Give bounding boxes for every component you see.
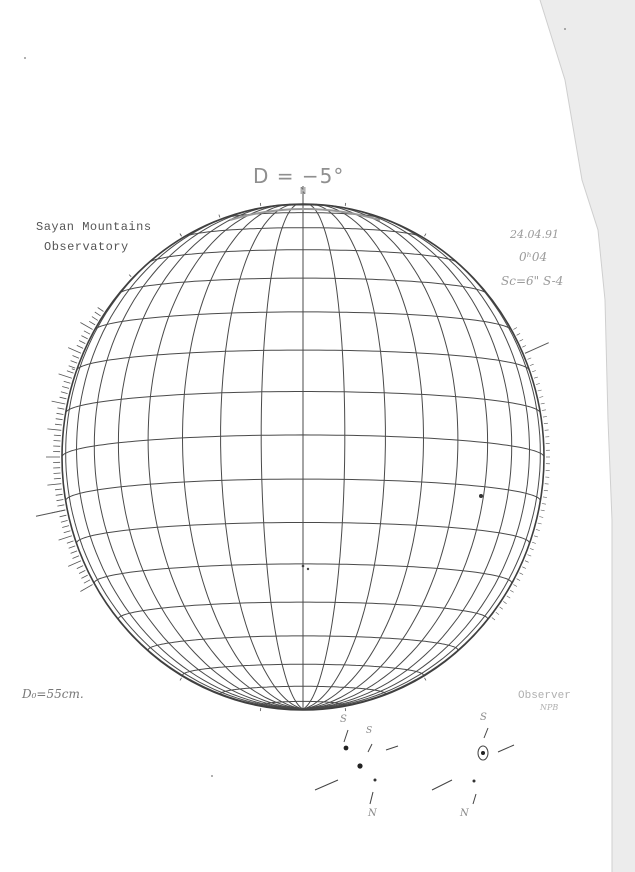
position-pointer — [525, 343, 549, 354]
scale-tick — [55, 489, 62, 490]
meridian-line — [183, 204, 304, 709]
scale-tick — [532, 371, 536, 372]
scale-tick — [80, 323, 92, 330]
scale-tick — [513, 328, 517, 330]
stray-mark — [24, 57, 26, 59]
scale-tick — [64, 381, 71, 383]
scale-tick — [503, 601, 506, 603]
scale-tick — [56, 419, 63, 420]
scale-tick — [534, 536, 538, 537]
scale-tick — [57, 408, 64, 409]
scale-tick — [54, 478, 61, 479]
scale-tick — [534, 377, 538, 378]
scale-tick — [530, 548, 534, 549]
scale-tick — [54, 441, 61, 442]
scale-marker — [345, 708, 346, 711]
scale-tick — [79, 570, 85, 573]
scale-tick — [517, 579, 521, 581]
spot-group-north: N — [460, 808, 469, 819]
scale-tick — [54, 435, 61, 436]
scale-tick — [507, 596, 510, 598]
spot-group-sketch — [432, 728, 514, 804]
scale-tick — [60, 397, 67, 399]
scale-tick — [73, 556, 80, 559]
scale-tick — [539, 517, 543, 518]
scale-tick — [530, 364, 534, 365]
scale-tick — [79, 341, 85, 344]
scale-marker — [219, 215, 220, 218]
north-marker: N — [300, 186, 307, 197]
scale-tick — [67, 541, 74, 543]
sunspot — [302, 565, 305, 568]
scale-tick — [543, 497, 547, 498]
scale-tick — [57, 505, 64, 506]
scale-tick — [47, 484, 61, 485]
meridian-line — [148, 205, 303, 709]
scale-tick — [536, 383, 540, 384]
sunspot — [479, 494, 483, 498]
meridian-line — [77, 213, 304, 709]
scale-tick — [543, 417, 547, 418]
scale-tick — [73, 356, 80, 359]
scale-tick — [80, 585, 92, 592]
spot-group-label: S — [366, 726, 373, 736]
scale-tick — [542, 410, 546, 411]
scale-tick — [89, 321, 95, 325]
scale-tick — [77, 345, 83, 348]
scale-tick — [541, 510, 545, 511]
scale-marker — [260, 708, 261, 711]
scale-tick — [61, 520, 68, 522]
observation-time: 0ʰ04 — [519, 250, 548, 264]
spot-group-label: S — [340, 714, 347, 725]
scale-tick — [539, 397, 543, 398]
scale-tick — [77, 566, 83, 569]
scale-tick — [95, 312, 101, 316]
meridian-line — [303, 205, 458, 709]
scale-tick — [525, 561, 529, 563]
scale-tick — [69, 546, 76, 548]
scale-tick — [520, 573, 524, 575]
paper-shadow — [540, 0, 635, 872]
meridian-line — [303, 207, 512, 709]
heliographic-grid — [62, 186, 544, 710]
scale-tick — [64, 531, 71, 533]
scale-marker — [345, 203, 346, 206]
declination-title: D = −5° — [253, 164, 345, 188]
scale-tick — [59, 374, 72, 378]
scale-marker — [425, 678, 427, 681]
scale-tick — [538, 523, 542, 524]
observation-date: 24.04.91 — [510, 228, 559, 241]
scale-tick — [68, 348, 81, 354]
observatory-name: Sayan Mountains — [36, 220, 152, 234]
scale-tick — [47, 429, 61, 430]
scale-tick — [81, 575, 87, 578]
meridian-line — [303, 213, 530, 709]
position-pointer — [36, 510, 65, 516]
scale-tick — [538, 390, 542, 391]
spot-group-label: S — [480, 712, 487, 723]
scale-tick — [532, 542, 536, 543]
scale-tick — [71, 551, 78, 554]
scale-tick — [62, 387, 69, 389]
scale-tick — [522, 567, 526, 569]
spot-group-north: N — [368, 808, 377, 819]
scale-tick — [513, 585, 517, 587]
scale-tick — [544, 490, 548, 491]
scale-marker — [129, 275, 131, 277]
scale-tick — [528, 555, 532, 557]
spot-group-sketch — [315, 730, 398, 804]
scale-tick — [57, 500, 64, 501]
stray-mark — [564, 28, 566, 30]
scale-tick — [84, 580, 90, 583]
scale-tick — [520, 339, 524, 341]
scale-tick — [541, 403, 545, 404]
disk-diameter: D₀=55cm. — [22, 687, 84, 701]
scale-tick — [510, 590, 513, 592]
meridian-line — [303, 204, 424, 709]
scale-tick — [84, 331, 90, 334]
scale-tick — [536, 529, 540, 530]
scale-marker — [260, 203, 261, 206]
meridian-line — [94, 207, 303, 709]
meridian-line — [261, 204, 303, 709]
scale-tick — [528, 358, 532, 360]
position-angle-scale — [36, 203, 550, 711]
scale-tick — [98, 308, 104, 312]
scale-tick — [68, 561, 81, 567]
scale-marker — [72, 369, 75, 370]
scale-tick — [81, 336, 87, 339]
scale-tick — [522, 346, 526, 348]
scale-tick — [55, 424, 62, 425]
observatory-label: Observatory — [44, 240, 129, 254]
scale-marker — [180, 678, 182, 681]
observer-code: NPB — [540, 703, 559, 712]
meridian-line — [303, 204, 345, 709]
scale-tick — [60, 515, 67, 517]
stray-mark — [211, 775, 213, 777]
scale-tick — [67, 371, 74, 373]
scale-tick — [492, 618, 495, 621]
scale-tick — [500, 607, 503, 609]
scale-tick — [544, 423, 548, 424]
scale-tick — [62, 526, 69, 528]
scale-tick — [517, 333, 521, 335]
scale-tick — [69, 366, 76, 368]
scale-tick — [61, 392, 68, 394]
scale-tick — [71, 361, 78, 364]
scale-tick — [54, 473, 61, 474]
scale-tick — [59, 536, 72, 540]
scale-tick — [542, 504, 546, 505]
sunspot — [307, 568, 309, 570]
scale-tick — [52, 401, 66, 404]
scale-tick — [57, 413, 64, 414]
seeing-estimate: Sc=6" S-4 — [501, 274, 564, 288]
scale-tick — [496, 612, 499, 615]
scale-marker — [425, 234, 427, 237]
scale-tick — [56, 494, 63, 495]
scale-tick — [92, 317, 98, 321]
observer-label: Observer — [518, 690, 571, 702]
scale-marker — [180, 234, 182, 237]
